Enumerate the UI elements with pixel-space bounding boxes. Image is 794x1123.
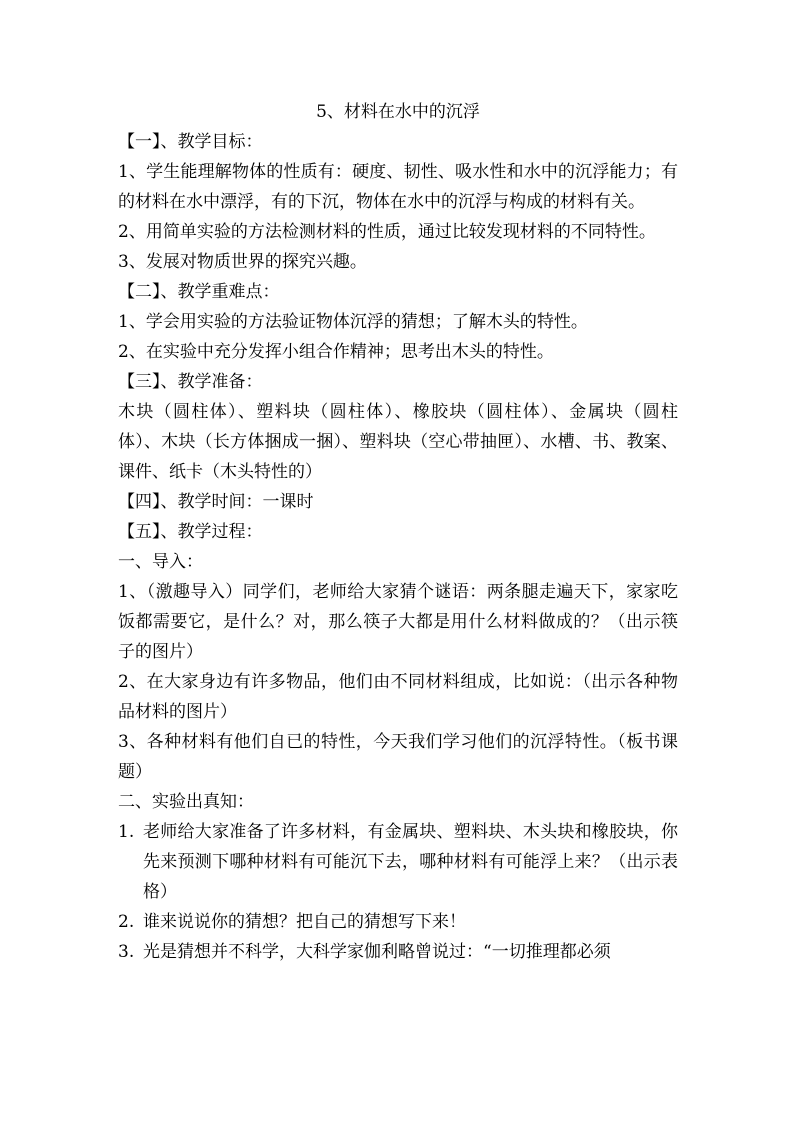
section-heading-time: 【四】、教学时间：一课时 [118, 492, 314, 512]
section-heading-objectives: 【一】、教学目标： [118, 132, 263, 152]
document-title: 5、材料在水中的沉浮 [316, 102, 480, 122]
key-point-item: 1、学会用实验的方法验证物体沉浮的猜想；了解木头的特性。 [118, 312, 588, 332]
objective-item: 3、发展对物质世界的探究兴趣。 [118, 252, 367, 272]
experiment-list-item [118, 817, 678, 907]
key-point-item: 2、在实验中充分发挥小组合作精神；思考出木头的特性。 [118, 342, 554, 362]
subsection-heading-experiment: 二、实验出真知： [118, 792, 254, 812]
preparation-text: 木块（圆柱体）、塑料块（圆柱体）、橡胶块（圆柱体）、金属块（圆柱体）、木块（长方体捆成一捆）、塑料块（空心带抽匣）、水槽、书、教案、课件、纸卡（木头特性的） [118, 402, 678, 482]
experiment-list-item [118, 907, 678, 937]
list-number: 1. [118, 822, 135, 842]
objective-item: 1、学生能理解物体的性质有：硬度、韧性、吸水性和水中的沉浮能力；有的材料在水中漂浮，有的下沉，物体在水中的沉浮与构成的材料有关。 [118, 162, 678, 212]
objective-item: 2、用简单实验的方法检测材料的性质，通过比较发现材料的不同特性。 [118, 222, 656, 242]
document-content [118, 98, 678, 967]
section-heading-preparation: 【三】、教学准备： [118, 372, 263, 392]
experiment-list-item [118, 937, 678, 967]
list-text: 光是猜想并不科学，大科学家伽利略曾说过：“一切推理都必须 [143, 942, 611, 962]
intro-item: 2、在大家身边有许多物品，他们由不同材料组成，比如说：（出示各种物品材料的图片） [118, 672, 678, 722]
list-number: 2. [118, 912, 135, 932]
section-heading-key-points: 【二】、教学重难点： [118, 282, 280, 302]
intro-item: 1、（激趣导入）同学们，老师给大家猜个谜语：两条腿走遍天下，家家吃饭都需要它，是什么？对，那么筷子大都是用什么材料做成的？（出示筷子的图片） [118, 582, 678, 662]
list-number: 3. [118, 942, 135, 962]
intro-item: 3、各种材料有他们自已的特性，今天我们学习他们的沉浮特性。（板书课题） [118, 732, 678, 782]
section-heading-process: 【五】、教学过程： [118, 522, 263, 542]
list-text: 老师给大家准备了许多材料，有金属块、塑料块、木头块和橡胶块，你先来预测下哪种材料有可能沉下去，哪种材料有可能浮上来？（出示表格） [143, 822, 678, 902]
subsection-heading-intro: 一、导入： [118, 552, 203, 572]
list-text: 谁来说说你的猜想？把自己的猜想写下来！ [143, 912, 466, 932]
